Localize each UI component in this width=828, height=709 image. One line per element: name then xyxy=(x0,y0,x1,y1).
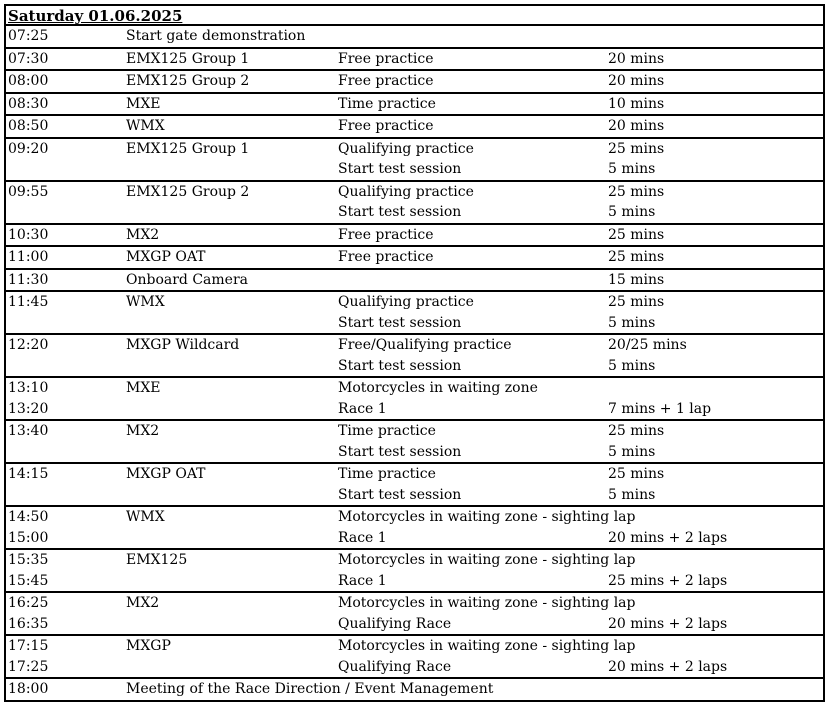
session-cell: Free practice xyxy=(338,73,434,89)
time-cell: 16:35 xyxy=(8,615,49,632)
schedule-entry xyxy=(4,24,825,47)
time-cell: 08:00 xyxy=(8,73,49,89)
duration-cell: 5 mins xyxy=(608,161,656,177)
duration-cell: 7 mins + 1 lap xyxy=(608,400,712,417)
class-cell: MXE xyxy=(126,95,161,112)
duration-cell: 20 mins + 2 laps xyxy=(608,615,728,632)
class-cell: MXGP OAT xyxy=(126,466,206,482)
session-cell: Start test session xyxy=(338,204,462,220)
class-cell: MXE xyxy=(126,380,161,396)
class-cell: EMX125 Group 2 xyxy=(126,183,250,200)
duration-cell: 25 mins xyxy=(608,466,665,482)
time-cell: 15:45 xyxy=(8,572,49,589)
time-cell: 11:00 xyxy=(8,249,49,265)
class-cell: MX2 xyxy=(126,595,160,611)
schedule-entry xyxy=(4,137,825,180)
time-cell: 10:30 xyxy=(8,226,49,243)
schedule-line xyxy=(6,399,823,420)
duration-cell: 25 mins xyxy=(608,249,665,265)
schedule-line xyxy=(6,550,823,571)
schedule-line xyxy=(6,225,823,246)
schedule-entry xyxy=(4,92,825,115)
class-cell: MXGP Wildcard xyxy=(126,337,240,353)
schedule-line xyxy=(6,571,823,592)
schedule-line xyxy=(6,71,823,92)
schedule-line xyxy=(6,636,823,657)
session-cell: Free/Qualifying practice xyxy=(338,337,512,353)
schedule-line xyxy=(6,614,823,635)
schedule-line xyxy=(6,94,823,115)
class-cell: EMX125 Group 1 xyxy=(126,50,250,67)
session-cell: Motorcycles in waiting zone - sighting lap xyxy=(338,552,636,568)
session-cell: Start test session xyxy=(338,357,462,374)
schedule-line xyxy=(6,485,823,506)
duration-cell: 5 mins xyxy=(608,314,656,331)
time-cell: 14:50 xyxy=(8,509,49,525)
class-cell: WMX xyxy=(126,294,165,310)
session-cell: Free practice xyxy=(338,226,434,243)
schedule-line xyxy=(6,202,823,223)
class-cell: Onboard Camera xyxy=(126,271,248,288)
time-cell: 11:45 xyxy=(8,294,49,310)
class-cell: Meeting of the Race Direction / Event Management xyxy=(126,681,494,697)
duration-cell: 5 mins xyxy=(608,204,656,220)
duration-cell: 20 mins + 2 laps xyxy=(608,529,728,546)
session-cell: Time practice xyxy=(338,95,436,112)
duration-cell: 20/25 mins xyxy=(608,337,687,353)
time-cell: 07:25 xyxy=(8,28,49,44)
time-cell: 08:50 xyxy=(8,118,49,134)
schedule-entry xyxy=(4,591,825,634)
session-cell: Start test session xyxy=(338,161,462,177)
schedule-line xyxy=(6,247,823,268)
schedule-line xyxy=(6,507,823,528)
schedule-table xyxy=(4,4,825,702)
schedule-entry xyxy=(4,114,825,137)
session-cell: Qualifying Race xyxy=(338,615,452,632)
time-cell: 17:25 xyxy=(8,658,49,675)
schedule-body xyxy=(4,24,825,702)
schedule-line xyxy=(6,270,823,291)
session-cell: Race 1 xyxy=(338,529,387,546)
duration-cell: 20 mins xyxy=(608,73,665,89)
time-cell: 12:20 xyxy=(8,337,49,353)
class-cell: EMX125 xyxy=(126,552,188,568)
session-cell: Start test session xyxy=(338,314,462,331)
schedule-line xyxy=(6,313,823,334)
time-cell: 17:15 xyxy=(8,638,49,654)
schedule-entry xyxy=(4,290,825,333)
schedule-entry xyxy=(4,505,825,548)
time-cell: 11:30 xyxy=(8,271,49,288)
schedule-entry xyxy=(4,245,825,268)
class-cell: MX2 xyxy=(126,226,160,243)
schedule-line xyxy=(6,26,823,47)
duration-cell: 20 mins + 2 laps xyxy=(608,658,728,675)
session-cell: Qualifying practice xyxy=(338,140,474,157)
schedule-line xyxy=(6,139,823,160)
duration-cell: 5 mins xyxy=(608,486,656,503)
time-cell: 15:35 xyxy=(8,552,49,568)
time-cell: 07:30 xyxy=(8,50,49,67)
session-cell: Free practice xyxy=(338,118,434,134)
schedule-line xyxy=(6,528,823,549)
schedule-line xyxy=(6,182,823,203)
duration-cell: 25 mins xyxy=(608,423,665,439)
class-cell: Start gate demonstration xyxy=(126,28,306,44)
duration-cell: 10 mins xyxy=(608,95,665,112)
time-cell: 16:25 xyxy=(8,595,49,611)
schedule-line xyxy=(6,442,823,463)
session-cell: Motorcycles in waiting zone - sighting lap xyxy=(338,509,636,525)
schedule-entry xyxy=(4,548,825,591)
session-cell: Qualifying practice xyxy=(338,183,474,200)
session-cell: Start test session xyxy=(338,486,462,503)
duration-cell: 5 mins xyxy=(608,357,656,374)
session-cell: Start test session xyxy=(338,443,462,460)
page-title: Saturday 01.06.2025 xyxy=(8,7,183,25)
duration-cell: 25 mins xyxy=(608,226,665,243)
class-cell: MX2 xyxy=(126,423,160,439)
schedule-line xyxy=(6,49,823,70)
schedule-entry xyxy=(4,47,825,70)
schedule-line xyxy=(6,292,823,313)
duration-cell: 25 mins xyxy=(608,183,665,200)
session-cell: Free practice xyxy=(338,50,434,67)
duration-cell: 20 mins xyxy=(608,118,665,134)
schedule-line xyxy=(6,679,823,700)
duration-cell: 5 mins xyxy=(608,443,656,460)
session-cell: Qualifying practice xyxy=(338,294,474,310)
schedule-line xyxy=(6,116,823,137)
session-cell: Motorcycles in waiting zone - sighting lap xyxy=(338,638,636,654)
schedule-entry xyxy=(4,419,825,462)
duration-cell: 25 mins + 2 laps xyxy=(608,572,728,589)
schedule-line xyxy=(6,159,823,180)
class-cell: WMX xyxy=(126,509,165,525)
time-cell: 09:20 xyxy=(8,140,49,157)
duration-cell: 15 mins xyxy=(608,271,665,288)
class-cell: MXGP xyxy=(126,638,171,654)
duration-cell: 25 mins xyxy=(608,140,665,157)
schedule-entry xyxy=(4,462,825,505)
schedule-entry xyxy=(4,333,825,376)
schedule-line xyxy=(6,593,823,614)
schedule-line xyxy=(6,378,823,399)
time-cell: 09:55 xyxy=(8,183,49,200)
session-cell: Motorcycles in waiting zone - sighting lap xyxy=(338,595,636,611)
session-cell: Qualifying Race xyxy=(338,658,452,675)
class-cell: EMX125 Group 2 xyxy=(126,73,250,89)
time-cell: 08:30 xyxy=(8,95,49,112)
schedule-line xyxy=(6,356,823,377)
schedule-entry xyxy=(4,69,825,92)
session-cell: Race 1 xyxy=(338,572,387,589)
session-cell: Free practice xyxy=(338,249,434,265)
session-cell: Motorcycles in waiting zone xyxy=(338,380,538,396)
duration-cell: 20 mins xyxy=(608,50,665,67)
schedule-entry xyxy=(4,180,825,223)
duration-cell: 25 mins xyxy=(608,294,665,310)
schedule-entry xyxy=(4,677,825,702)
time-cell: 14:15 xyxy=(8,466,49,482)
class-cell: MXGP OAT xyxy=(126,249,206,265)
session-cell: Race 1 xyxy=(338,400,387,417)
schedule-entry xyxy=(4,223,825,246)
schedule-entry xyxy=(4,268,825,291)
class-cell: WMX xyxy=(126,118,165,134)
schedule-line xyxy=(6,657,823,678)
schedule-line xyxy=(6,421,823,442)
schedule-entry xyxy=(4,634,825,677)
schedule-header xyxy=(4,4,825,24)
session-cell: Time practice xyxy=(338,423,436,439)
time-cell: 18:00 xyxy=(8,681,49,697)
session-cell: Time practice xyxy=(338,466,436,482)
time-cell: 13:20 xyxy=(8,400,49,417)
schedule-entry xyxy=(4,376,825,419)
schedule-line xyxy=(6,464,823,485)
time-cell: 15:00 xyxy=(8,529,49,546)
class-cell: EMX125 Group 1 xyxy=(126,140,250,157)
time-cell: 13:10 xyxy=(8,380,49,396)
schedule-line xyxy=(6,335,823,356)
time-cell: 13:40 xyxy=(8,423,49,439)
